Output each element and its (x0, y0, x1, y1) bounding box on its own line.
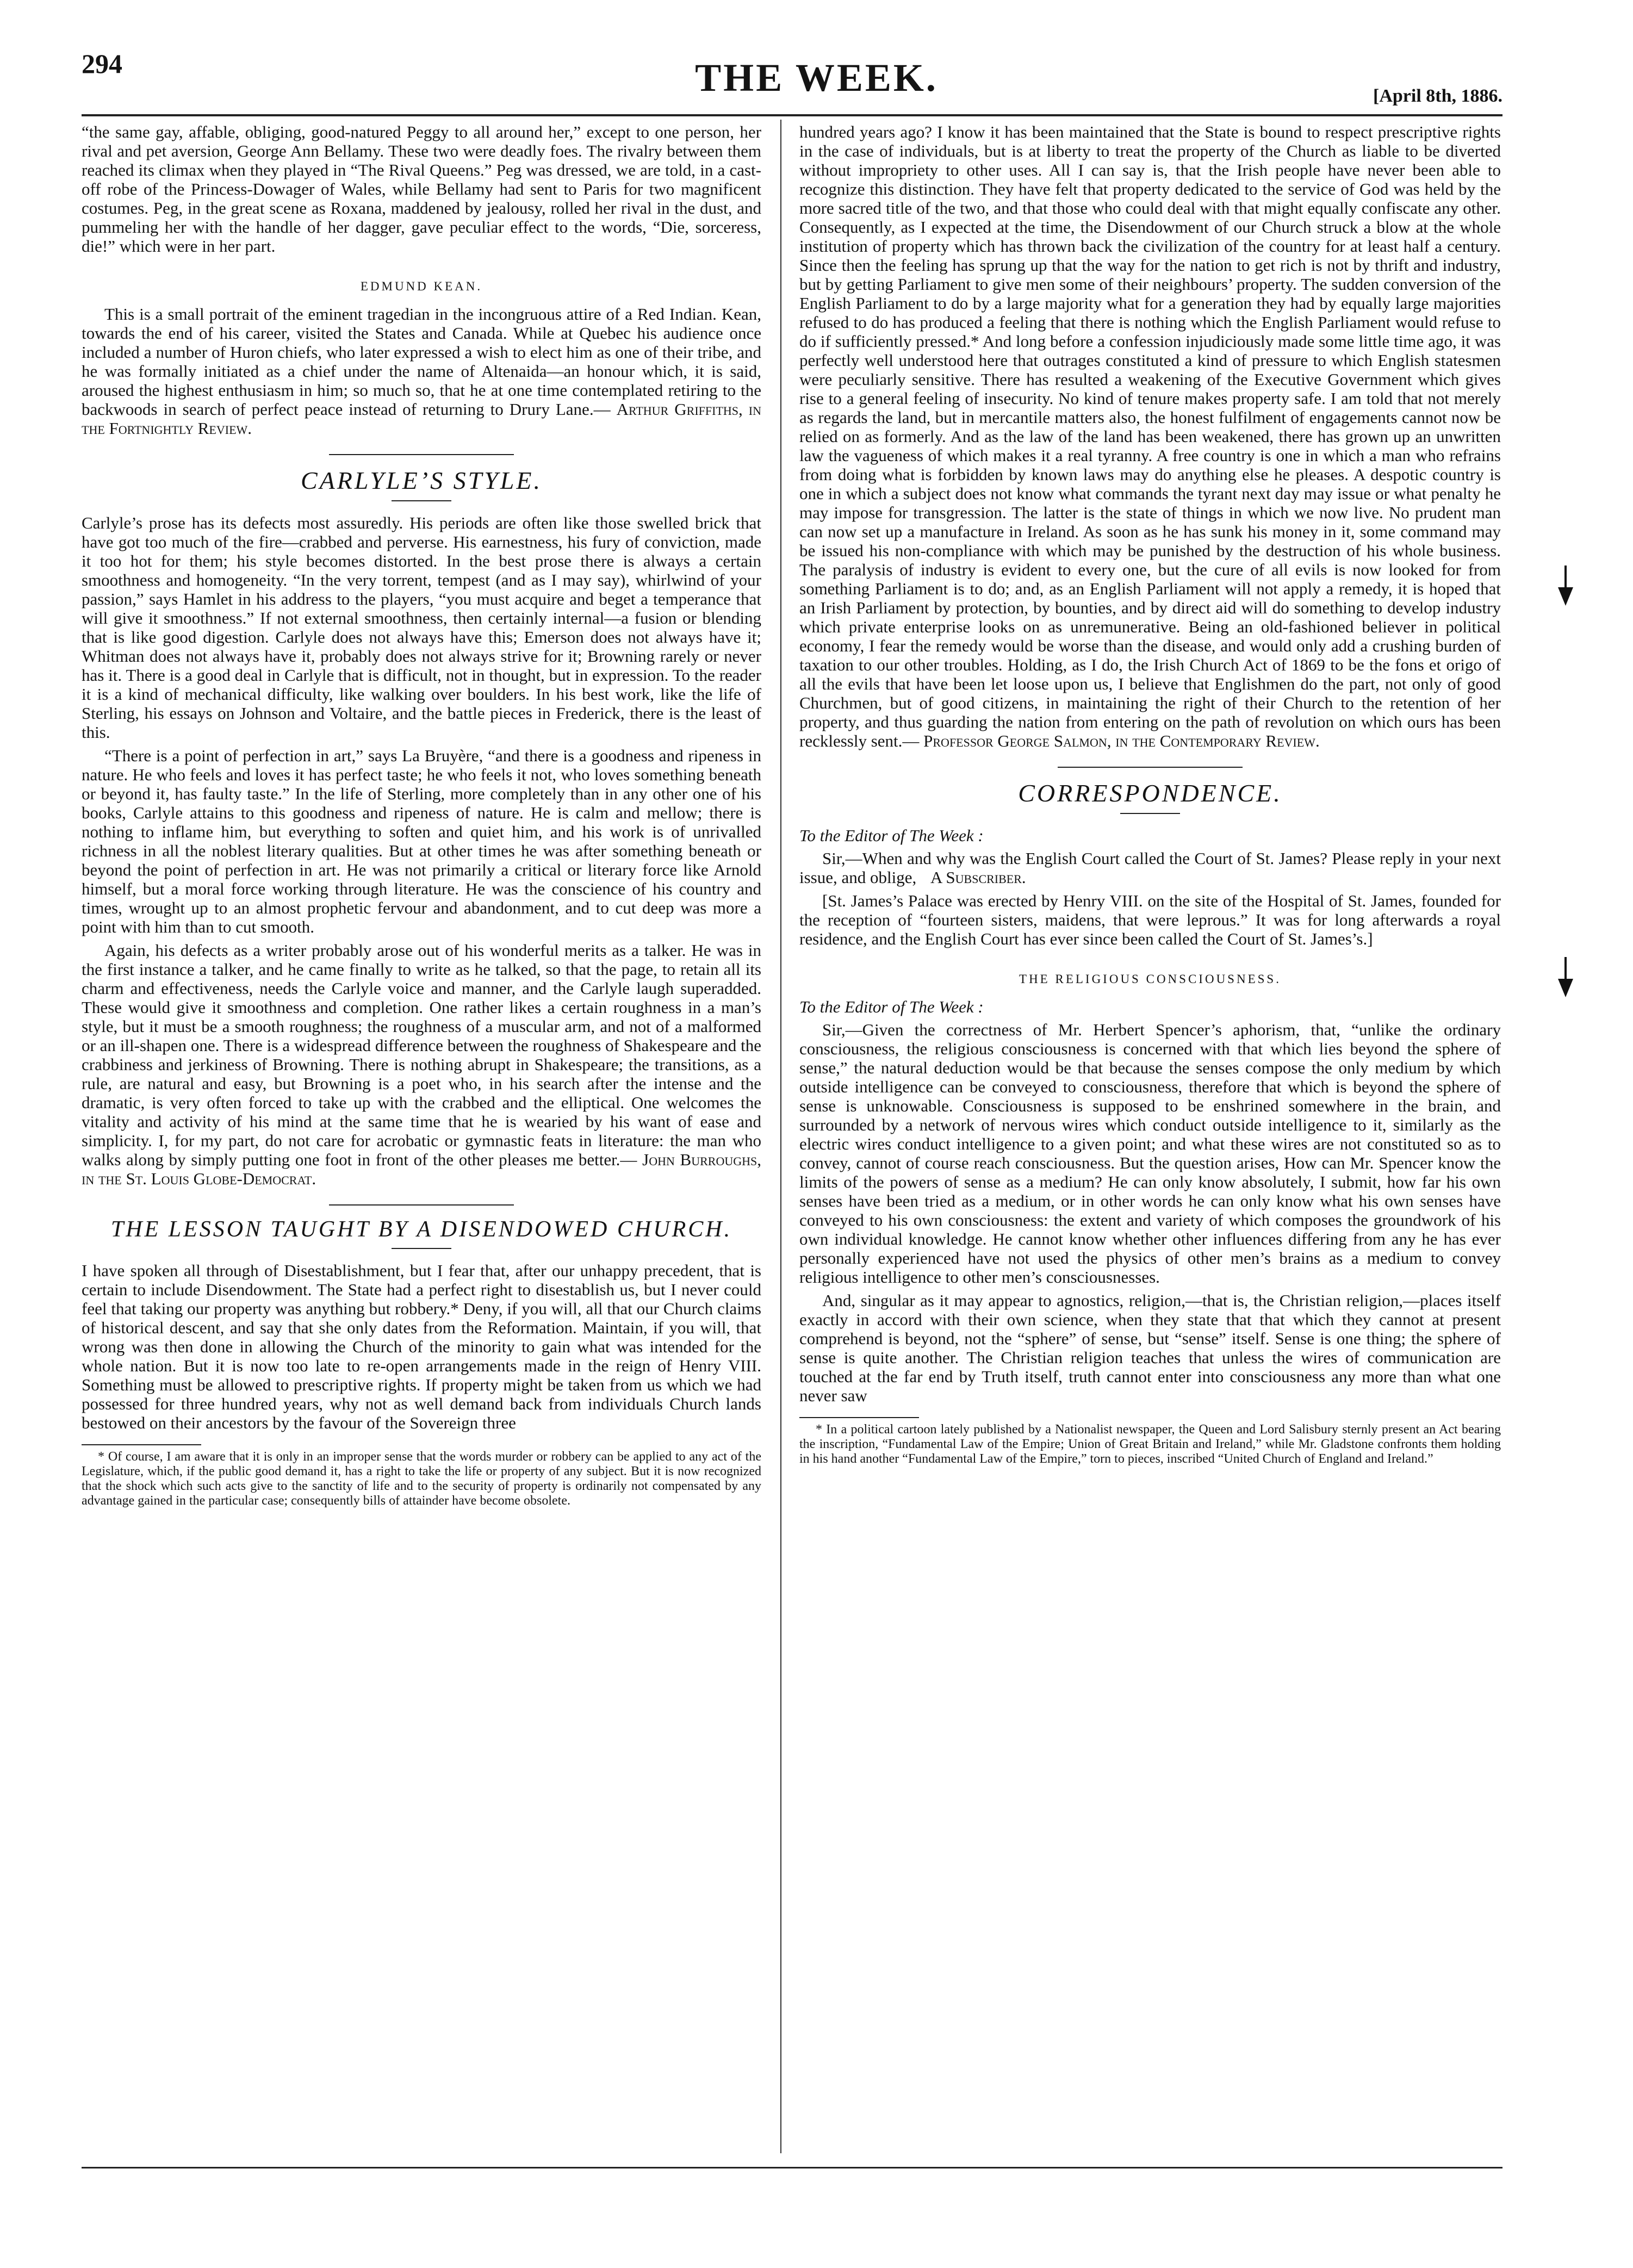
lesson-paragraph-1: I have spoken all through of Disestablishment, but I fear that, after our unhappy precedent, that is certain to include Disendowment. The State had a perfect right to disestablish us, but I never could feel that taking our property was anything but robbery.* Deny, if you will, all that our Church claims of historical descent, and say that she only dates from the Reformation. Maintain, if you will, that wrong was then done in allowing the Church of the minority to gain what was intended for the whole nation. But it is now too late to re-open arrangements made in the reign of Henry VIII. Something must be allowed to prescriptive rights. If property might be taken from us which we had possessed for three hundred years, why not as well demand back from individuals Church lands bestowed on their ancestors by the favour of the Sovereign three (82, 1261, 761, 1432)
carlyle-paragraph-3-text: Again, his defects as a writer probably arose out of his wonderful merits as a talker. He was in the first instance a talker, and he came finally to write as he talked, so that the page, to retain all its charm and effectiveness, needs the Carlyle voice and manner, and the Carlyle laugh superadded. These would give it smoothness and completion. One rather likes a certain roughness in a man’s style, but it must be a smooth roughness; the roughness of a muscular arm, and not of a malformed or an ill-shapen one. There is a widespread difference between the roughness of Shakespeare and the crabbiness and jerkiness of Browning. There is nothing abrupt in Shakespeare; the transitions, as a rule, are natural and easy, but Browning is a poet who, in his search after the intense and the dramatic, is very often forced to take up with the crabbed and the elliptical. One welcomes the vitality and activity of his mind at the same time that he is wearied by his want of ease and simplicity. I, for my part, do not care for acrobatic or gymnastic feats in literature: the man who walks along by simply putting one foot in front of the other pleases me better.— (82, 941, 761, 1169)
kean-text: This is a small portrait of the eminent tragedian in the incongruous attire of a Red Indian. Kean, towards the end of his career, visited the States and Canada. While at Quebec his audience once included a number of Huron chiefs, who later expressed a wish to elect him as one of their tribe, and he was formally initiated as a chief under the name of Altenaida—an honour which, it is said, aroused the highest enthusiasm in him; so much so, that he at one time contemplated retiring to the backwoods in search of perfect peace instead of returning to Drury Lane.— (82, 305, 761, 419)
lesson-signature: Professor George Salmon, in the Contemporary Review. (923, 731, 1320, 750)
cartoon-footnote: * In a political cartoon lately published by a Nationalist newspaper, the Queen and Lord Salisbury sternly present an Act bearing the inscription, “Fundamental Law of the Empire; Union of Great Britain and Ireland,” while Mr. Gladstone confronts them holding in his hand another “Fundamental Law of the Empire,” torn to pieces, inscribed “United Church of England and Ireland.” (799, 1422, 1501, 1466)
lesson-continued-text: hundred years ago? I know it has been maintained that the State is bound to respect prescriptive rights in the case of individuals, but is at liberty to treat the property of the Church as liable to be diverted without impropriety to other uses. All I can say is, that the Irish people have never been able to recognize this distinction. They have felt that property dedicated to the service of God was held by the more sacred title of the two, and that those who could deal with that might equally confiscate any other. Consequently, as I expected at the time, the Disendowment of our Church struck a blow at the whole institution of property which has thrown back the civilization of the country for at least half a century. Since then the feeling has sprung up that the way for the nation to get rich is not by thrift and industry, but by getting Parliament to give men some of their neighbours’ property. The sudden conversion of the English Parliament to do by a large majority what for a generation they had by equally large majorities refused to do has produced a feeling that there is nothing which the English Parliament would refuse to do if sufficiently pressed.* And long before a confession injudiciously made some little time ago, it was perfectly well understood here that outrages constituted a kind of pressure to which English statesmen were peculiarly sensitive. There has resulted a weakening of the Executive Government which gives rise to a general feeling of insecurity. No kind of tenure makes property safe. I am told that not merely as regards the land, but in mercantile matters also, the honest fulfilment of engagements cannot now be relied on as formerly. And as the law of the land has been weakened, there has grown up an unwritten law the vagueness of which makes it a real tyranny. A free country is one in which a man who refrains from doing what is forbidden by known laws may do anything else he pleases. A despotic country is one in which a subject does not know what commands the tyrant next day may issue or what penalty he may impose for transgression. The latter is the state of things in which we now live. No prudent man can now set up a manufacture in Ireland. As soon as he has sunk his money in it, some command may be issued his non-compliance with which may be punished by the destruction of his whole business. The paralysis of industry is evident to every one, but the cure of all evils is now looked for from something Parliament is to do; and, as an English Parliament will not apply a remedy, it is hoped that an Irish Parliament by protection, by bounties, and by direct aid will do something to develop industry which private enterprise looks on as unremunerative. Being an old-fashioned believer in political economy, I fear the remedy would be worse than the disease, and would only add a crushing burden of taxation to our other troubles. Holding, as I do, the Irish Church Act of 1869 to be the fons et origo of all the evils that have been let loose upon us, I believe that Englishmen do the part, not only of good Churchmen, but of good citizens, in maintaining the right of their Church to the retention of her property, and thus guarding the nation from entering on the path of revolution on which ours has been recklessly sent.— (799, 122, 1501, 750)
peggy-paragraph: “the same gay, affable, obliging, good-natured Peggy to all around her,” except to one person, her rival and pet aversion, George Ann Bellamy. These two were deadly foes. The rivalry between them reached its climax when they played in “The Rival Queens.” Peg was dressed, we are told, in a cast-off robe of the Princess-Dowager of Wales, while Bellamy had sent to Paris for two magnificent costumes. Peg, in the great scene as Roxana, maddened by jealousy, rolled her rival in the dust, and pummeling her with the handle of her dagger, gave peculiar effect to the words, “Die, sorceress, die!” which were in her part. (82, 122, 761, 256)
masthead-title: THE WEEK. (695, 56, 938, 100)
right-column (799, 122, 1501, 1471)
margin-arrow-icon (1558, 587, 1573, 606)
carlyle-signature: John Burroughs, in the St. Louis Globe-Democrat. (82, 1150, 761, 1188)
carlyle-paragraph-2: “There is a point of perfection in art,” says La Bruyère, “and there is a goodness and ripeness in nature. He who feels and loves it has perfect taste; he who feels it not, who loves something beneath or beyond it, has faulty taste.” In the life of Sterling, more completely than in any other one of his books, Carlyle attains to this goodness and ripeness of nature. He is calm and mellow; there is nothing to inflame him, but everything to soften and quiet him, and his work is of unrivalled richness in all the noblest literary qualities. But at other times he was after something beneath or beyond the point of perfection in art. He was not primarily a critical or literary force like Arnold himself, but a moral force working through literature. He was the conscience of his country and times, wrought up to an almost prophetic fervour and abandonment, and to cut deep was more a point with him than to cut smooth. (82, 746, 761, 936)
carlyle-paragraph-1: Carlyle’s prose has its defects most assuredly. His periods are often like those swelled brick that have got too much of the fire—crabbed and perverse. His earnestness, his fury of conviction, made it too hot for them; his style becomes distorted. In the best prose there is always a certain smoothness and homogeneity. “In the very torrent, tempest (and as I may say), whirlwind of your passion,” says Hamlet in his address to the players, “you must acquire and beget a temperance that will give it smoothness.” If not external smoothness, then certainly internal—a fusion or blending that is like good digestion. Carlyle does not always have this; Emerson does not always have it; Whitman does not always have it, probably does not always strive for it; Browning rarely or never has it. There is a good deal in Carlyle that is difficult, not in thought, but in expression. To the reader it is a kind of mechanical difficulty, like walking over boulders. In his best work, like the life of Sterling, his essays on Johnson and Voltaire, and the battle pieces in Frederick, there is the least of this. (82, 513, 761, 742)
section-divider (329, 1204, 514, 1206)
left-column (82, 122, 761, 1513)
heading-rule (392, 1248, 451, 1249)
letter-1 (799, 849, 1501, 887)
letter-1-signature: A Subscriber. (930, 868, 1026, 887)
carlyle-heading: CARLYLE’S STYLE. (301, 467, 542, 494)
heading-rule (1120, 813, 1180, 814)
kean-paragraph (82, 305, 761, 438)
carlyle-paragraph-3 (82, 941, 761, 1188)
issue-date: [April 8th, 1886. (1373, 86, 1502, 106)
kean-signature: Arthur Griffiths, in the Fortnightly Review. (82, 400, 762, 438)
reply-1: [St. James’s Palace was erected by Henry VIII. on the site of the Hospital of St. James, founded for the reception of “fourteen sisters, maidens, that were leprous.” It was for long afterwards a royal residence, and the English Court has ever since been called the Court of St. James’s.] (799, 891, 1501, 948)
section-divider (329, 454, 514, 455)
religious-paragraph-1: Sir,—Given the correctness of Mr. Herbert Spencer’s aphorism, that, “unlike the ordinary consciousness, the religious consciousness is concerned with that which lies beyond the sphere of sense,” the natural deduction would be that because the senses compose the only medium by which outside intelligence can be conveyed to consciousness, therefore that which is beyond the sphere of sense is unknowable. Consciousness is supposed to be enshrined somewhere in the brain, and surrounded by a network of nervous wires which conduct outside intelligence to it, similarly as the electric wires conduct intelligence to a given point; and what these wires are not constituted so as to convey, cannot of course reach consciousness. But the question arises, How can Mr. Spencer know the limits of the powers of sense as a medium? He can only know absolutely, I submit, how far his own senses have been tried as a medium, or in other words he can only know what his own senses have conveyed to his own consciousness: the extent and variety of which composes the groundwork of his own individual knowledge. He cannot know whether other influences differing from any he has ever personally experienced have not used the physics of other men’s brains as a medium to convey religious intelligence to other men’s consciousnesses. (799, 1020, 1501, 1287)
footnote-rule (82, 1444, 201, 1445)
section-divider (1058, 767, 1243, 768)
lesson-footnote: * Of course, I am aware that it is only in an improper sense that the words murder or robbery can be applied to any act of the Legislature, which, if the public good demand it, has a right to take the life or property of any subject. But it is now recognized that the shock which such acts give to the sanctity of life and to the security of property is ordinarily not compensated by any advantage gained in the particular case; consequently bills of attainder have become obsolete. (82, 1450, 761, 1508)
margin-arrow-icon (1558, 979, 1573, 997)
heading-rule (392, 500, 451, 501)
page-bottom-rule (82, 2167, 1502, 2168)
religious-section-label: THE RELIGIOUS CONSCIOUSNESS. (1019, 972, 1281, 986)
religious-paragraph-2: And, singular as it may appear to agnostics, religion,—that is, the Christian religion,—places itself exactly in accord with their own science, when they state that that which they cannot at present comprehend is beyond, not the “sphere” of sense, but “sense” itself. Sense is one thing; the sphere of sense is quite another. The Christian religion teaches that unless the wires of communication are touched at the far end by Truth itself, truth cannot enter into consciousness any more than what one never saw (799, 1291, 1501, 1405)
correspondence-heading: CORRESPONDENCE. (1018, 779, 1282, 807)
lesson-heading: THE LESSON TAUGHT BY A DISENDOWED CHURCH. (110, 1217, 732, 1242)
editor-address-2: To the Editor of The Week : (799, 997, 984, 1016)
column-divider (780, 120, 781, 2153)
lesson-continued (799, 122, 1501, 750)
editor-address-1: To the Editor of The Week : (799, 826, 984, 845)
page-number: 294 (82, 48, 122, 79)
margin-arrow-shaft (1564, 957, 1567, 981)
kean-section-label: EDMUND KEAN. (360, 279, 483, 293)
letter-1-text: Sir,—When and why was the English Court called the Court of St. James? Please reply in your next issue, and oblige, (799, 849, 1501, 887)
header-rule (82, 114, 1502, 116)
margin-arrow-shaft (1564, 566, 1567, 589)
footnote-rule (799, 1417, 919, 1418)
